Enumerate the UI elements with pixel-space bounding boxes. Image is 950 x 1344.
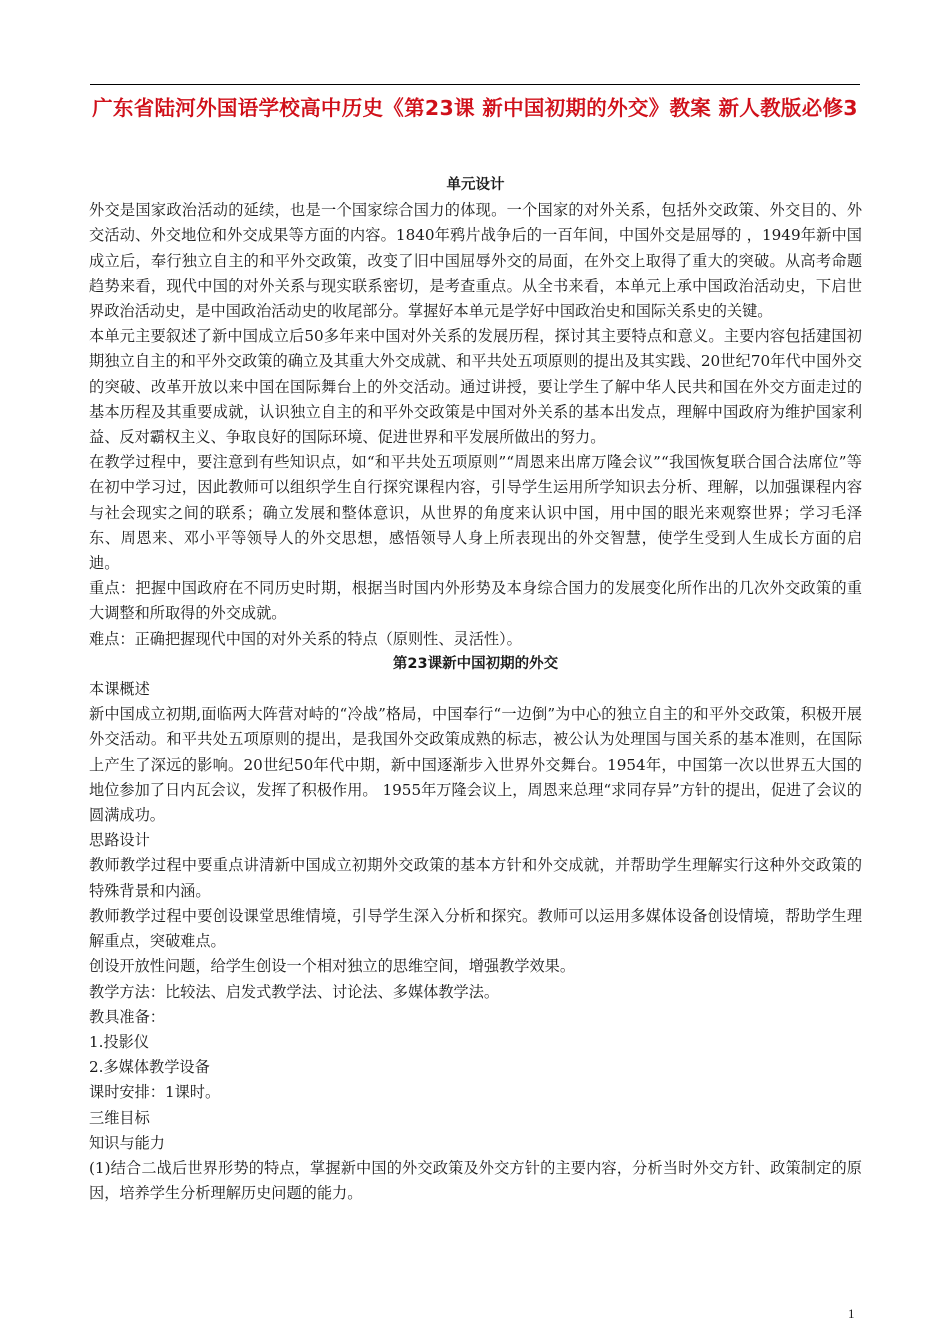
paragraph: 本课概述 — [89, 680, 150, 699]
paragraph: 本单元主要叙述了新中国成立后50多年来中国对外关系的发展历程，探讨其主要特点和意义。主要内容包括建国初期独立自主的和平外交政策的确立及其重大外交成就、和平共处五项原则的提出及其实践、20世纪70年代中国外交的突破、改革开放以来中国在国际舞台上的外交活动。通过讲授，要让学生了解中华人民共和国在外交方面走过的基本历程及其重要成就，认识独立自主的和平外交政策是中国对外关系的基本出发点，理解中国政府为维护国家利益、反对霸权主义、争取良好的国际环境、促进世界和平发展所做出的努力。 — [89, 327, 862, 447]
paragraph: 三维目标 — [89, 1108, 150, 1127]
paragraph: 在教学过程中，要注意到有些知识点，如“和平共处五项原则”“周恩来出席万隆会议”“我国恢复联合国合法席位”等在初中学习过，因此教师可以组织学生自行探究课程内容，引导学生运用所学知识去分析、理解，以加强课程内容与社会现实之间的联系；确立发展和整体意识，从世界的角度来认识中国，用中国的眼光来观察世界；学习毛泽东、周恩来、邓小平等领导人的外交思想，感悟领导人身上所表现出的外交智慧，使学生受到人生成长方面的启迪。 — [89, 453, 862, 573]
paragraph: 教具准备： — [89, 1007, 165, 1026]
paragraph: (1)结合二战后世界形势的特点，掌握新中国的外交政策及外交方针的主要内容，分析当时外交方针、政策制定的原因，培养学生分析理解历史问题的能力。 — [89, 1158, 862, 1203]
paragraph: 教师教学过程中要创设课堂思维情境，引导学生深入分析和探究。教师可以运用多媒体设备创设情境，帮助学生理解重点，突破难点。 — [89, 906, 862, 951]
paragraph: 难点：正确把握现代中国的对外关系的特点（原则性、灵活性）。 — [89, 629, 522, 648]
paragraph: 思路设计 — [89, 831, 150, 850]
paragraph: 创设开放性问题，给学生创设一个相对独立的思维空间，增强教学效果。 — [89, 957, 575, 976]
paragraph: 教学方法：比较法、启发式教学法、讨论法、多媒体教学法。 — [89, 982, 500, 1001]
section-heading: 第23课新中国初期的外交 — [392, 655, 559, 672]
paragraph: 重点：把握中国政府在不同历史时期，根据当时国内外形势及本身综合国力的发展变化所作出的几次外交政策的重大调整和所取得的外交成就。 — [89, 579, 862, 623]
header-rule — [90, 84, 860, 85]
paragraph: 知识与能力 — [89, 1133, 165, 1152]
document-title: 广东省陆河外国语学校高中历史《第23课 新中国初期的外交》教案 新人教版必修3 — [92, 96, 858, 120]
paragraph: 新中国成立初期,面临两大阵营对峙的“冷战”格局，中国奉行“一边倒”为中心的独立自主的和平外交政策，积极开展外交活动。和平共处五项原则的提出，是我国外交政策成熟的标志，被公认为处理国与国关系的基本准则，在国际上产生了深远的影响。20世纪50年代中期，新中国逐渐步入世界外交舞台。1954年，中国第一次以世界五大国的地位参加了日内瓦会议，发挥了积极作用。 1955年万隆会议上，周恩来总理“求同存异”方针的提出，促进了会议的圆满成功。 — [89, 705, 862, 825]
paragraph: 2.多媒体教学设备 — [89, 1058, 210, 1077]
page-number: 1 — [848, 1306, 855, 1321]
paragraph: 教师教学过程中要重点讲清新中国成立初期外交政策的基本方针和外交成就，并帮助学生理解实行这种外交政策的特殊背景和内涵。 — [89, 856, 862, 900]
paragraph: 课时安排：1课时。 — [89, 1083, 221, 1102]
document-body — [89, 173, 862, 1206]
paragraph: 1.投影仪 — [89, 1032, 150, 1051]
section-heading: 单元设计 — [446, 177, 505, 193]
paragraph: 外交是国家政治活动的延续，也是一个国家综合国力的体现。一个国家的对外关系，包括外交政策、外交目的、外交活动、外交地位和外交成果等方面的内容。1840年鸦片战争后的一百年间，中国外交是屈辱的 ，1949年新中国成立后，奉行独立自主的和平外交政策，改变了旧中国屈辱外交的局面，在外交上取得了重大的突破。从高考命题趋势来看，现代中国的对外关系与现实联系密切，是考查重点。从全书来看，本单元上承中国政治活动史，下启世界政治活动史，是中国政治活动史的收尾部分。掌握好本单元是学好中国政治史和国际关系史的关键。 — [89, 201, 862, 321]
